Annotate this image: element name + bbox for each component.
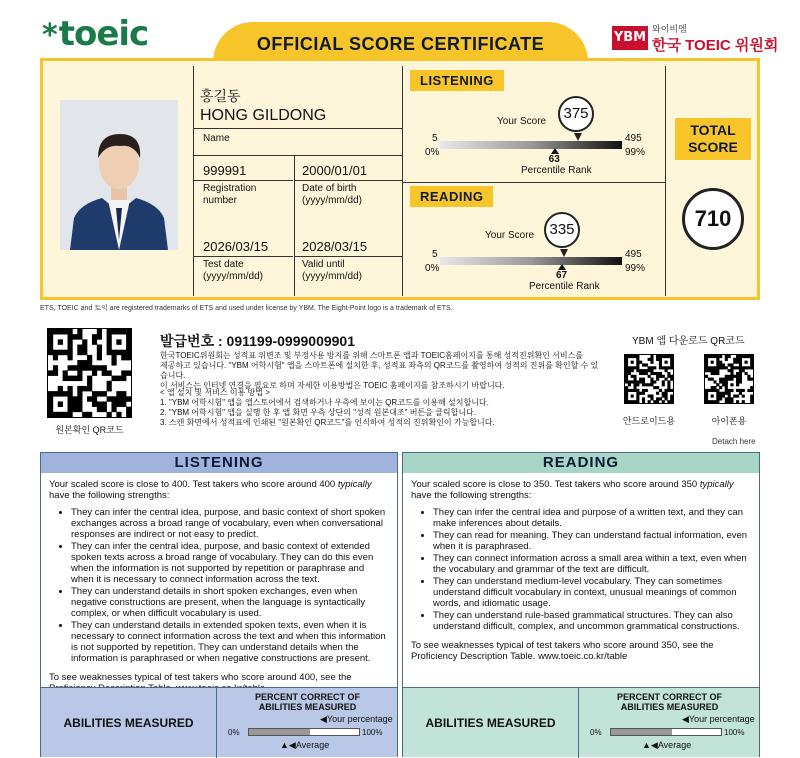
table-divider bbox=[665, 66, 666, 296]
field-underline bbox=[193, 180, 293, 181]
test-date: 2026/03/15 bbox=[203, 239, 269, 254]
registration-label: Registration number bbox=[203, 183, 257, 206]
reading-strength: • They can connect information across a small area within a text, even when the vocabulary and grammar of the text are difficult. bbox=[433, 553, 751, 575]
reading-intro: Your scaled score is close to 350. Test takers who score around 350 typically have the following strengths: bbox=[411, 479, 734, 501]
verify-qr-code-icon bbox=[47, 328, 132, 418]
verify-qr-caption: 원본확인 QR코드 bbox=[55, 425, 124, 435]
reading-outro: To see weaknesses typical of test takers who score around 350, see the Proficiency Description Table. www.toeic.co.kr/table bbox=[411, 640, 714, 662]
reading-abilities-label: ABILITIES MEASURED bbox=[403, 688, 579, 758]
listening-score-bubble: 375 bbox=[558, 96, 594, 132]
table-divider bbox=[294, 155, 295, 296]
reading-panel bbox=[402, 452, 760, 757]
ybm-mark: YBM bbox=[612, 26, 648, 50]
listening-abilities-row bbox=[41, 687, 397, 757]
registration-number: 999991 bbox=[203, 163, 247, 178]
valid-until: 2028/03/15 bbox=[302, 239, 368, 254]
certificate-title: OFFICIAL SCORE CERTIFICATE bbox=[213, 22, 588, 64]
detach-here-label: Detach here bbox=[712, 437, 756, 446]
ybm-logo bbox=[612, 22, 779, 58]
table-divider bbox=[193, 66, 194, 296]
reading-panel-body bbox=[403, 473, 759, 668]
ybm-org-name: 한국 TOEIC 위원회 bbox=[652, 37, 779, 54]
reading-pointer-icon bbox=[560, 249, 568, 257]
listening-max-pct: 99% bbox=[625, 147, 646, 158]
total-score-value: 710 bbox=[682, 188, 744, 250]
listening-strength: • They can infer the central idea, purpose, and basic context of short spoken exchanges across a broad range of vocabulary, even when conversational responses are indirect or not easy to predict. bbox=[71, 507, 389, 540]
reading-your-score-label: Your Score bbox=[485, 230, 535, 241]
listening-strength: • They can understand details in short spoken exchanges, even when negative constructions are present, when the language is syntactically complex, or when difficult vocabulary is used. bbox=[71, 586, 389, 619]
section-divider bbox=[402, 182, 665, 183]
table-divider bbox=[402, 66, 403, 296]
listening-avg-legend: ▲◀Average bbox=[280, 740, 330, 750]
listening-percentile-bar bbox=[440, 141, 622, 149]
reading-score-bubble: 335 bbox=[544, 212, 580, 248]
reading-strength: • They can read for meaning. They can understand factual information, even when it is paraphrased. bbox=[433, 530, 751, 552]
listening-pointer-icon bbox=[574, 133, 582, 141]
reading-your-pct-legend: ◀Your percentage bbox=[682, 714, 755, 724]
reading-min-pct: 0% bbox=[425, 263, 440, 274]
verify-description: 한국TOEIC위원회는 성적표 위변조 및 부정사용 방지를 위해 스마트폰 앱과 TOEIC홈페이지를 통해 성적진위확인 서비스를 제공하고 있습니다. "YBM 어학시험" 앱을 스마트폰에 설치한 후, 성적표 좌측의 QR코드를 촬영하여 성적의 진위를 확인할 수 있습니다. 이 서비스는 인터넷 연결을 필요로 하며 자세한 이용방법은 TOEIC 홈페이지를 참조하시기 바랍니다. bbox=[160, 351, 599, 390]
name-underline bbox=[193, 128, 403, 129]
reading-avg-legend: ▲◀Average bbox=[642, 740, 692, 750]
trademark-notice: ETS, TOEIC and 토익 are registered trademarks of ETS and used under license by YBM. The Eight-Point logo is a trademark of ETS. bbox=[40, 305, 453, 312]
total-score-label: TOTAL SCORE bbox=[675, 118, 751, 160]
reading-strength: • They can infer the central idea and purpose of a written text, and they can make inferences about details. bbox=[433, 507, 751, 529]
name-english: HONG GILDONG bbox=[200, 107, 327, 124]
field-underline bbox=[193, 256, 293, 257]
android-caption: 안드로이드용 bbox=[622, 416, 676, 426]
reading-pc-title: PERCENT CORRECT OF ABILITIES MEASURED bbox=[616, 692, 722, 712]
listening-legend-hundred: 100% bbox=[362, 728, 383, 737]
reading-strength: • They can understand medium-level vocabulary. They can sometimes understand difficult vocabulary in context, unusual meanings of common words, and idiomatic usage. bbox=[433, 576, 751, 609]
reading-abilities-row bbox=[403, 687, 759, 757]
reading-legend-hundred: 100% bbox=[724, 728, 745, 737]
android-qr-code-icon bbox=[624, 354, 674, 404]
iphone-qr-code-icon bbox=[704, 354, 754, 404]
name-label: Name bbox=[203, 133, 230, 144]
listening-pc-title: PERCENT CORRECT OF ABILITIES MEASURED bbox=[254, 692, 360, 712]
reading-strength: • They can understand rule-based grammatical structures. They can also understand difficult, complex, and uncommon grammatical constructions. bbox=[433, 610, 751, 632]
listening-tag: LISTENING bbox=[410, 70, 504, 91]
listening-strength: • They can infer the central idea, purpose, and basic context of extended spoken texts across a broad range of vocabulary. They can do this even when the information is not supported by repetition or paraphrase and when it is necessary to connect information across the text. bbox=[71, 541, 389, 585]
verify-steps: < 앱 설치 및 서비스 이용 방법 > 1. "YBM 어학시험" 앱을 앱스토어에서 검색하거나 우측에 보이는 QR코드를 이용해 설치합니다. 2. "YBM 어학시험" 앱을 실행 한 후 앱 화면 우측 상단의 "성적 원본대조" 버튼을 클릭합니다. 3. 스캔 화면에서 성적표에 인쇄된 "원본확인 QR코드"를 인식하여 성적의 진위확인이 가능합니다. bbox=[160, 388, 495, 427]
field-underline bbox=[294, 180, 402, 181]
iphone-caption: 아이폰용 bbox=[711, 416, 747, 426]
toeic-logo: *toeic bbox=[42, 14, 149, 54]
reading-percentile-bar bbox=[440, 257, 622, 265]
reading-percentile: 67 bbox=[555, 270, 568, 281]
listening-max: 495 bbox=[625, 133, 642, 144]
listening-percentile-label: Percentile Rank bbox=[521, 165, 592, 176]
listening-outro: To see weaknesses typical of test takers who score around 400, see the bbox=[49, 672, 352, 683]
reading-percentile-label: Percentile Rank bbox=[529, 281, 600, 292]
listening-min: 5 bbox=[432, 133, 438, 144]
test-date-label: Test date (yyyy/mm/dd) bbox=[203, 259, 263, 282]
reading-percent-legend bbox=[580, 688, 759, 758]
app-download-title: YBM 앱 다운로드 QR코드 bbox=[632, 336, 745, 347]
listening-strength: • They can understand details in extended spoken texts, even when it is necessary to connect information across the text and when this information is not supported by repetition. They can understand details when the information is paraphrased or when negative constructions are present. bbox=[71, 620, 389, 664]
reading-panel-title: READING bbox=[403, 453, 759, 473]
field-underline bbox=[294, 256, 402, 257]
valid-until-label: Valid until (yyyy/mm/dd) bbox=[302, 259, 362, 282]
dob-label: Date of birth (yyyy/mm/dd) bbox=[302, 183, 362, 206]
table-divider bbox=[193, 155, 403, 156]
ybm-small-text: 와이비엠 bbox=[652, 24, 687, 34]
date-of-birth: 2000/01/01 bbox=[302, 163, 368, 178]
listening-legend-zero: 0% bbox=[228, 728, 240, 737]
reading-max-pct: 99% bbox=[625, 263, 646, 274]
name-korean: 홍길동 bbox=[200, 88, 241, 104]
reading-min: 5 bbox=[432, 249, 438, 260]
listening-your-score-label: Your Score bbox=[497, 116, 547, 127]
reading-legend-bar bbox=[610, 728, 722, 736]
listening-min-pct: 0% bbox=[425, 147, 440, 158]
listening-legend-bar bbox=[248, 728, 360, 736]
listening-intro: Your scaled score is close to 400. Test takers who score around 400 typically have the following strengths: bbox=[49, 479, 372, 501]
reading-tag: READING bbox=[410, 186, 493, 207]
issue-number: 발급번호 : 091199-0999009901 bbox=[160, 333, 356, 349]
reading-legend-zero: 0% bbox=[590, 728, 602, 737]
listening-panel bbox=[40, 452, 398, 757]
listening-abilities-label: ABILITIES MEASURED bbox=[41, 688, 217, 758]
candidate-photo bbox=[60, 100, 178, 250]
listening-your-pct-legend: ◀Your percentage bbox=[320, 714, 393, 724]
listening-panel-title: LISTENING bbox=[41, 453, 397, 473]
listening-percentile: 63 bbox=[548, 154, 560, 165]
person-photo-icon bbox=[60, 100, 178, 250]
reading-max: 495 bbox=[625, 249, 642, 260]
listening-panel-body bbox=[41, 473, 397, 700]
listening-percent-legend bbox=[218, 688, 397, 758]
